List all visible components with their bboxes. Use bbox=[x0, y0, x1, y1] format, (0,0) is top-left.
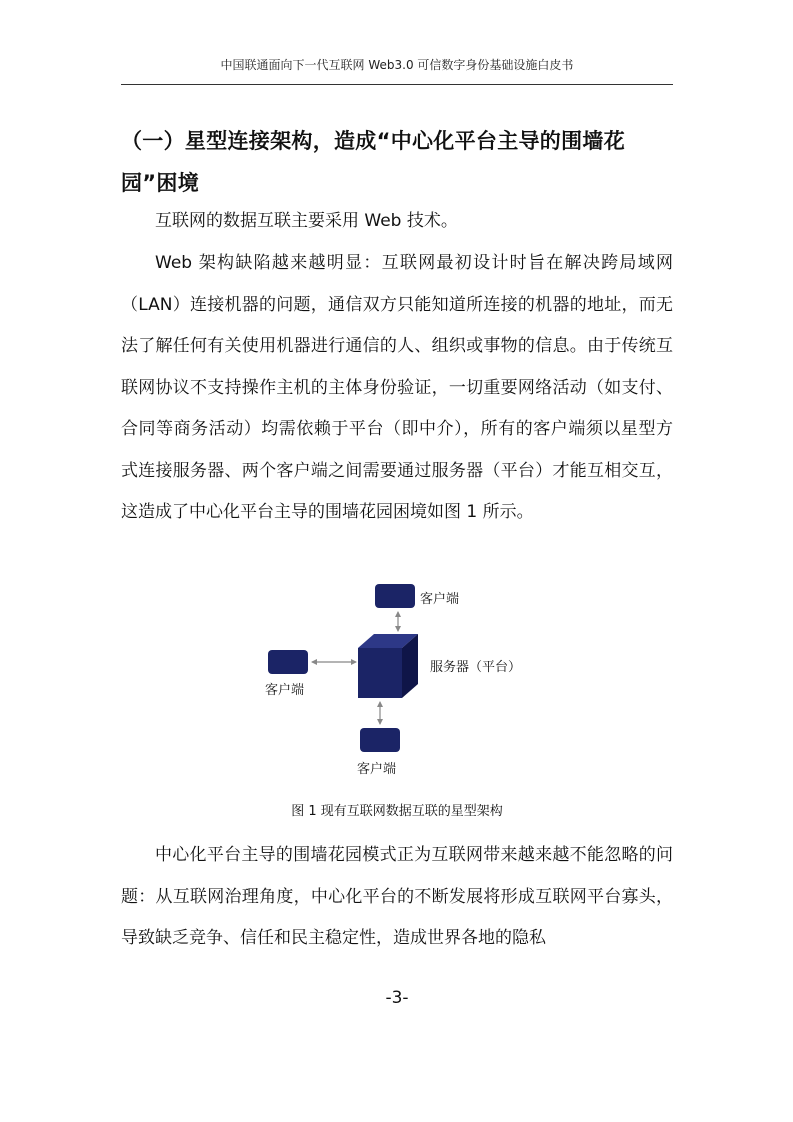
client-label-bottom: 客户端 bbox=[357, 762, 397, 777]
client-node-bottom bbox=[360, 728, 400, 752]
section-title: （一）星型连接架构，造成“中心化平台主导的围墙花园”困境 bbox=[121, 129, 625, 195]
star-architecture-diagram bbox=[250, 578, 550, 778]
figure-caption: 图 1 现有互联网数据互联的星型架构 bbox=[291, 804, 503, 819]
client-label-left: 客户端 bbox=[265, 683, 305, 698]
server-cube bbox=[358, 634, 418, 698]
paragraph-walled-garden: 中心化平台主导的围墙花园模式正为互联网带来越来越不能忽略的问题：从互联网治理角度，中心化平台的不断发展将形成互联网平台寡头，导致缺乏竞争、信任和民主稳定性，造成世界各地的隐私 bbox=[121, 845, 673, 948]
page-number: -3- bbox=[385, 988, 409, 1008]
client-label-top: 客户端 bbox=[420, 592, 460, 607]
paragraph-web-defects: Web 架构缺陷越来越明显：互联网最初设计时旨在解决跨局域网（LAN）连接机器的问题，通信双方只能知道所连接的机器的地址，而无法了解任何有关使用机器进行通信的人、组织或事物的信息。由于传统互联网协议不支持操作主机的主体身份验证，一切重要网络活动（如支付、合同等商务活动）均需依赖于平台（即中介），所有的客户端须以星型方式连接服务器、两个客户端之间需要通过服务器（平台）才能互相交互，这造成了中心化平台主导的围墙花园困境如图 1 所示。 bbox=[121, 253, 673, 522]
client-node-top bbox=[375, 584, 415, 608]
paragraph-intro: 互联网的数据互联主要采用 Web 技术。 bbox=[155, 211, 458, 231]
client-node-left bbox=[268, 650, 308, 674]
header-divider bbox=[121, 84, 673, 85]
diagram-graphics bbox=[250, 578, 550, 778]
server-label: 服务器（平台） bbox=[430, 660, 522, 675]
running-header: 中国联通面向下一代互联网 Web3.0 可信数字身份基础设施白皮书 bbox=[220, 58, 574, 72]
